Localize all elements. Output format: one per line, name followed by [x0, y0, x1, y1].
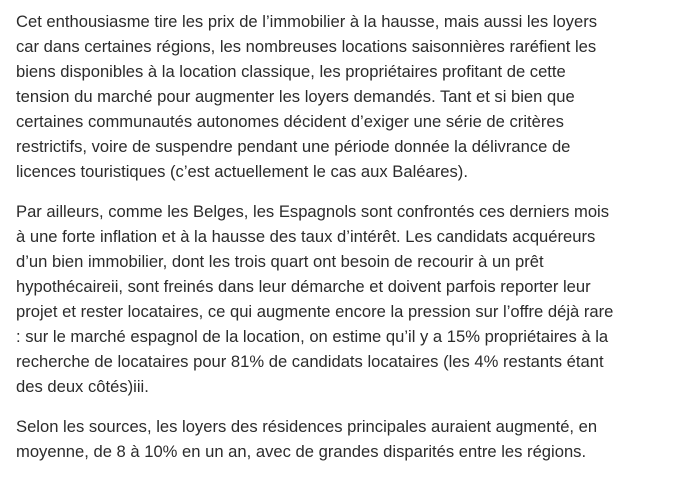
text-line: Cet enthousiasme tire les prix de l’immobilier à la hausse, mais aussi les loyers [16, 12, 598, 31]
text-line: car dans certaines régions, les nombreuses locations saisonnières raréfient les [16, 37, 597, 56]
paragraph-1 [16, 9, 670, 184]
text-line: licences touristiques (c’est actuellement le cas aux Baléares). [16, 162, 468, 181]
text-line: projet et rester locataires, ce qui augmente encore la pression sur l’offre déjà rare [16, 302, 614, 321]
paragraph-2 [16, 199, 670, 399]
text-line: des deux côtés)iii. [16, 377, 149, 396]
text-line: certaines communautés autonomes décident d’exiger une série de critères [16, 112, 564, 131]
text-line: Par ailleurs, comme les Belges, les Espagnols sont confrontés ces derniers mois [16, 202, 610, 221]
text-line: : sur le marché espagnol de la location, on estime qu’il y a 15% propriétaires à la [16, 327, 609, 346]
text-line: biens disponibles à la location classique, les propriétaires profitant de cette [16, 62, 566, 81]
text-line: hypothécaireii, sont freinés dans leur démarche et doivent parfois reporter leur [16, 277, 591, 296]
text-line: recherche de locataires pour 81% de candidats locataires (les 4% restants étant [16, 352, 604, 371]
article-body [16, 9, 670, 479]
text-line: tension du marché pour augmenter les loyers demandés. Tant et si bien que [16, 87, 575, 106]
paragraph-3 [16, 414, 670, 464]
text-line: moyenne, de 8 à 10% en un an, avec de grandes disparités entre les régions. [16, 442, 587, 461]
text-line: Selon les sources, les loyers des résidences principales auraient augmenté, en [16, 417, 598, 436]
text-line: à une forte inflation et à la hausse des taux d’intérêt. Les candidats acquéreurs [16, 227, 596, 246]
text-line: restrictifs, voire de suspendre pendant une période donnée la délivrance de [16, 137, 571, 156]
text-line: d’un bien immobilier, dont les trois quart ont besoin de recourir à un prêt [16, 252, 544, 271]
